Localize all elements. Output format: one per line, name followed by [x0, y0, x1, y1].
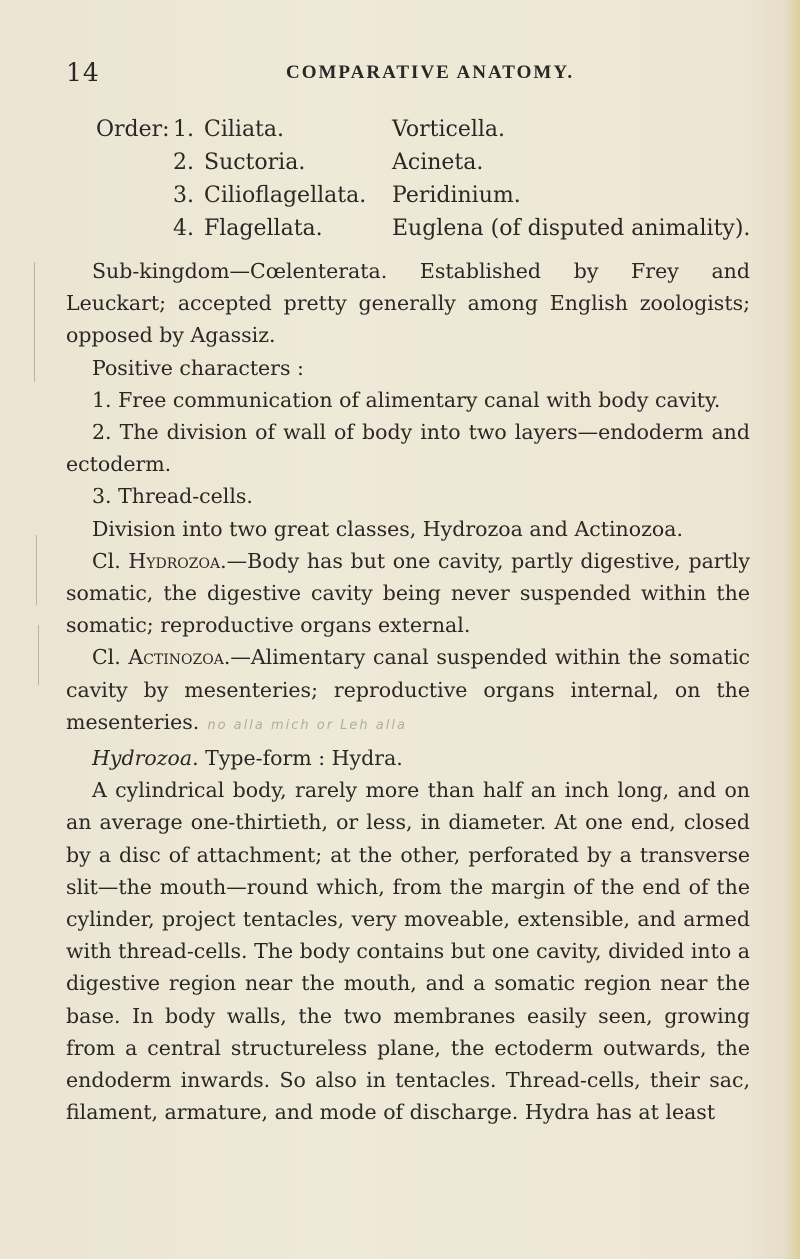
class-name-hydrozoa: Hydrozoa.: [128, 548, 227, 573]
page-header: [66, 58, 746, 88]
pencil-annotation: no alla mich or Leh alla: [207, 717, 407, 733]
paragraph-type-form: [66, 742, 750, 774]
page-edge-shadow: [786, 0, 800, 1259]
order-number: 3.: [173, 183, 194, 208]
paragraph-division: Division into two great classes, Hydrozoa and Actinozoa.: [92, 516, 683, 541]
paragraph-character-3: 3. Thread-cells.: [92, 484, 253, 509]
paragraph-positive-characters: Positive characters :: [92, 355, 304, 380]
order-name: Cilioflagellata.: [204, 183, 367, 208]
order-example: Vorticella.: [392, 117, 506, 142]
order-label: Order:: [96, 117, 170, 142]
body-text: [66, 255, 750, 1128]
order-number: 4.: [173, 216, 194, 241]
class-prefix: Cl.: [92, 548, 121, 573]
pencil-margin-line-top: [34, 262, 35, 382]
class-description: —Alimentary canal suspended within the somatic cavity by mesenteries; reproductive organs internal, on the mesenteries.: [66, 645, 750, 734]
order-number: 1.: [173, 117, 194, 142]
type-class-name: Hydrozoa.: [92, 746, 199, 771]
paragraph-character-2: 2. The division of wall of body into two layers—endoderm and ectoderm.: [66, 420, 750, 477]
pencil-margin-line-mid: [36, 535, 37, 605]
order-example: Euglena (of disputed animality).: [392, 216, 751, 241]
order-number: 2.: [173, 150, 194, 175]
page-number: 14: [66, 58, 100, 87]
order-name: Ciliata.: [204, 117, 285, 142]
order-name: Suctoria.: [204, 150, 306, 175]
paragraph-subkingdom: Sub-kingdom—Cœlenterata. Established by Frey and Leuckart; accepted pretty generally among English zoologists; opposed by Agassiz.: [66, 259, 750, 348]
class-prefix: Cl.: [92, 645, 121, 670]
order-example: Peridinium.: [392, 183, 521, 208]
order-example: Acineta.: [392, 150, 484, 175]
paragraph-class-actinozoa: [66, 641, 750, 742]
paragraph-class-hydrozoa: [66, 545, 750, 642]
running-head: COMPARATIVE ANATOMY.: [286, 62, 575, 83]
class-description: —Body has but one cavity, partly digestive, partly somatic, the digestive cavity being never suspended within the somatic; reproductive organs external.: [66, 548, 750, 638]
paragraph-hydra-description: A cylindrical body, rarely more than half an inch long, and on an average one-thirtieth, or less, in diameter. At one end, closed by a disc of attachment; at the other, perforated by a transverse slit—the mouth—round which, from the margin of the end of the cylinder, project tentacles, very moveable, extensible, and armed with thread-cells. The body contains but one cavity, divided into a digestive region near the mouth, and a somatic region near the base. In body walls, the two membranes easily seen, growing from a central structureless plane, the ectoderm outwards, the endoderm inwards. So also in tentacles. Thread-cells, their sac, filament, armature, and mode of discharge. Hydra has at least: [66, 778, 750, 1125]
type-form-text: Type-form : Hydra.: [205, 746, 403, 771]
order-name: Flagellata.: [204, 216, 323, 241]
paragraph-character-1: 1. Free communication of alimentary canal with body cavity.: [92, 387, 721, 412]
pencil-margin-line-low: [38, 625, 39, 685]
class-name-actinozoa: Actinozoa.: [128, 645, 231, 670]
